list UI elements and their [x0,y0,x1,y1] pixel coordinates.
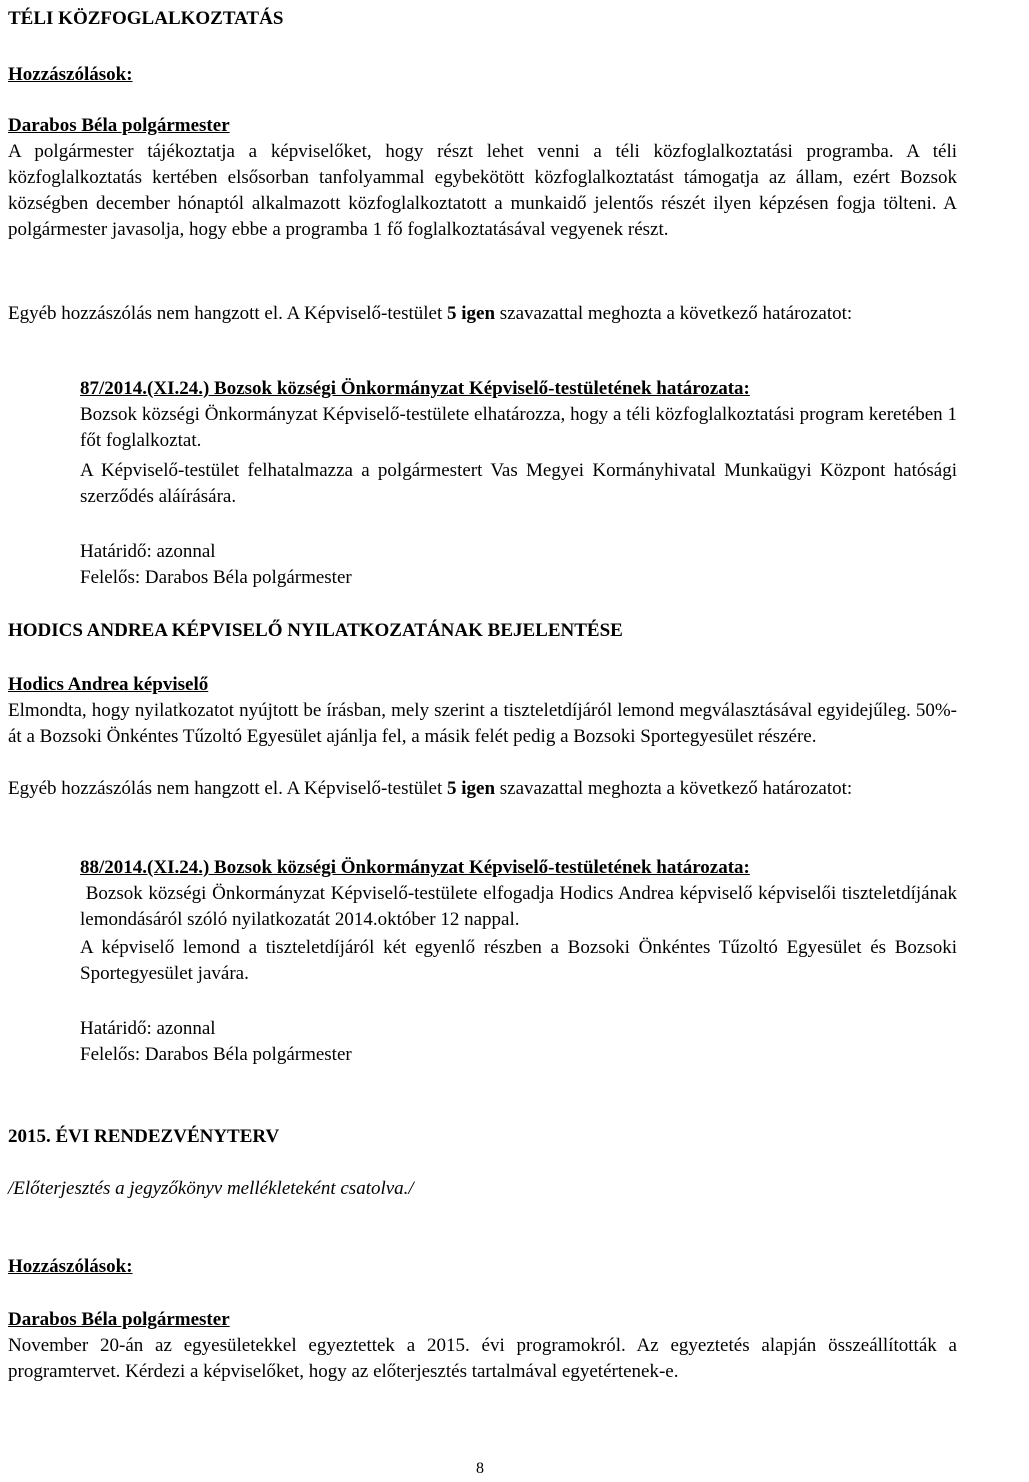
section-title-hodics-declaration: HODICS ANDREA KÉPVISELŐ NYILATKOZATÁNAK BEJELENTÉSE [8,620,623,641]
vote-statement-2 [8,776,957,802]
vote-text-post: szavazattal meghozta a következő határozatot: [495,303,853,324]
paragraph-event-plan: November 20-án az egyesületekkel egyeztettek a 2015. évi programokról. Az egyeztetés alapján összeállították a programtervet. Kérdezi a képviselőket, hogy az előterjesztés tartalmával egyetértenek-e. [8,1335,957,1382]
section-title-event-plan: 2015. ÉVI RENDEZVÉNYTERV [8,1126,280,1147]
vote-text-post: szavazattal meghozta a következő határozatot: [495,778,853,799]
speaker-name-2: Darabos Béla polgármester [8,1309,230,1330]
resolution-87-responsible: Felelős: Darabos Béla polgármester [80,567,352,588]
comments-heading-2: Hozzászólások: [8,1256,133,1277]
page-number: 8 [476,1460,484,1477]
resolution-88-responsible: Felelős: Darabos Béla polgármester [80,1044,352,1065]
resolution-88-title: 88/2014.(XI.24.) Bozsok községi Önkormányzat Képviselő-testületének határozata: [80,857,750,878]
resolution-88-text: Bozsok községi Önkormányzat Képviselő-testülete elfogadja Hodics Andrea képviselő képviselői tiszteletdíjának lemondásáról szóló nyilatkozatát 2014.október 12 nappal. [80,883,962,930]
paragraph-hodics-declaration: Elmondta, hogy nyilatkozatot nyújtott be írásban, mely szerint a tiszteletdíjáról lemond megválasztásával egyidejűleg. 50%-át a Bozsoki Önkéntes Tűzoltó Egyesület ajánlja fel, a másik felét pedig a Bozsoki Sportegyesület részére. [8,700,957,747]
vote-count: 5 igen [447,778,496,799]
vote-text-pre: Egyéb hozzászólás nem hangzott el. A Képviselő-testület [8,778,447,799]
resolution-88-donation: A képviselő lemond a tiszteletdíjáról két egyenlő részben a Bozsoki Önkéntes Tűzoltó Egyesület és Bozsoki Sportegyesület javára. [80,937,957,984]
resolution-87-authorization: A Képviselő-testület felhatalmazza a polgármestert Vas Megyei Kormányhivatal Munkaügyi Központ hatósági szerződés aláírására. [80,460,957,507]
resolution-87-title: 87/2014.(XI.24.) Bozsok községi Önkormányzat Képviselő-testületének határozata: [80,378,750,399]
comments-heading: Hozzászólások: [8,64,133,85]
vote-count: 5 igen [447,303,496,324]
resolution-87-text: Bozsok községi Önkormányzat Képviselő-testülete elhatározza, hogy a téli közfoglalkoztatási program keretében 1 főt foglalkoztat. [80,404,957,451]
speaker-name-hodics: Hodics Andrea képviselő [8,674,209,695]
speaker-name: Darabos Béla polgármester [8,115,230,136]
attachment-note: /Előterjesztés a jegyzőkönyv mellékleteként csatolva./ [8,1178,414,1199]
section-title-winter-public-work: TÉLI KÖZFOGLALKOZTATÁS [8,8,284,29]
resolution-88-deadline: Határidő: azonnal [80,1018,216,1039]
resolution-87-deadline: Határidő: azonnal [80,541,216,562]
vote-text-pre: Egyéb hozzászólás nem hangzott el. A Képviselő-testület [8,303,447,324]
paragraph-winter-program: A polgármester tájékoztatja a képviselőket, hogy részt lehet venni a téli közfoglalkoztatási programba. A téli közfoglalkoztatás kertében elsősorban tanfolyammal egybekötött közfoglalkoztatást támogatja az állam, ezért Bozsok községben december hónaptól alkalmazott közfoglalkoztatott a munkaidő jelentős részét ilyen képzésen fogja tölteni. A polgármester javasolja, hogy ebbe a programba 1 fő foglalkoztatásával vegyenek részt. [8,141,957,240]
vote-statement [8,301,957,327]
